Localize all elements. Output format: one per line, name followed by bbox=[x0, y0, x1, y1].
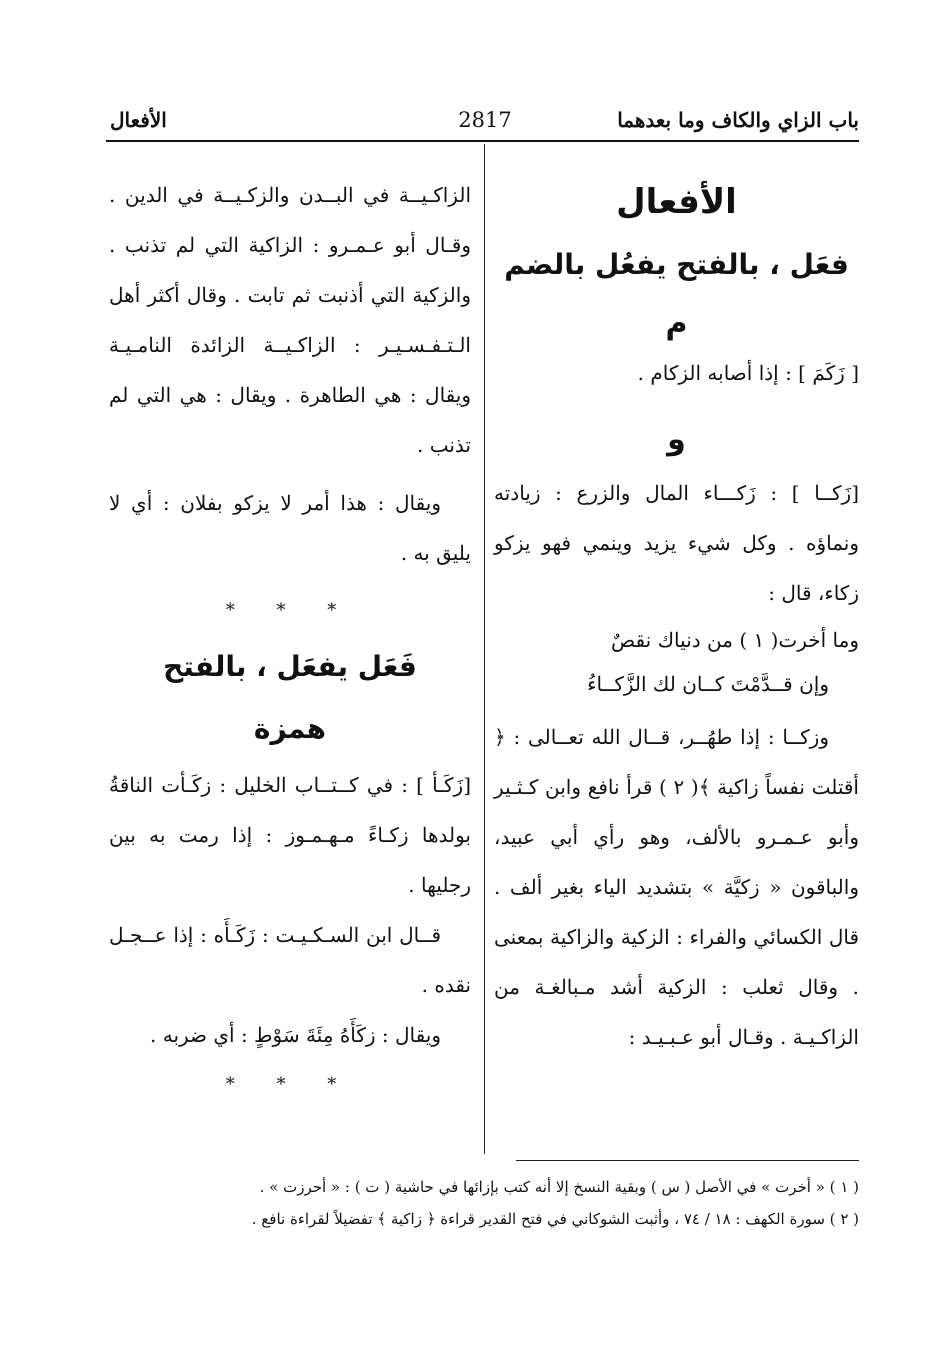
paragraph-yazku: ويقال : هذا أمر لا يزكو بفلان : أي لا يليق به . bbox=[109, 491, 471, 565]
footnote-rule bbox=[516, 1160, 859, 1161]
entry-zaka: [زَكــا ] : زَكـــاء المال والزرع : زيادته ونماؤه . وكل شيء يزيد وينمي فهو يزكو زكاء، قال : bbox=[494, 481, 859, 605]
verse-line-2: وإن قــدَّمْتَ كــان لك الزَّكــاءُ bbox=[587, 672, 829, 696]
running-head-chapter: باب الزاي والكاف وما بعدهما bbox=[617, 108, 859, 132]
section-separator-end: * * * bbox=[225, 1074, 355, 1095]
entry-zaka-purify: وزكــا : إذا طهُــر، قــال الله تعــالى : ﴿ أقتلت نفساً زاكية ﴾( ٢ ) قرأ نافع وابن كـثـير وأبو عـمـرو بالألف، وهو رأي أبي عبيد، والباقون « زكيَّة » بتشديد الياء بغير ألف . قال الكسائي والفراء : الزكية والزاكية بمعنى . وقال ثعلب : الزكية أشد مـبالغـة من الزاكـيـة . وقـال أبو عـبـيـد : bbox=[494, 725, 859, 1049]
letter-heading-mim: م bbox=[665, 306, 688, 341]
running-head-section: الأفعال bbox=[110, 108, 167, 132]
page-number: 2817 bbox=[458, 108, 512, 132]
paragraph-sawt: ويقال : زكَأَهُ مِئَةَ سَوْطٍ : أي ضربه . bbox=[150, 1023, 441, 1047]
entry-zakam: [ زَكَمَ ] : إذا أصابه الزكام . bbox=[637, 361, 859, 385]
verb-pattern-heading-fath: فَعَل يفعَل ، بالفتح bbox=[163, 650, 417, 683]
section-separator: * * * bbox=[225, 600, 355, 621]
verse-line-1: وما أخرت( ١ ) من دنياك نقصٌ bbox=[611, 628, 859, 652]
continuation-paragraph: الزاكـيــة في البــدن والزكـيــة في الدين . وقـال أبو عـمـرو : الزاكية التي لم تذنب . والزكية التي أذنبت ثم تابت . وقال أكثر أهل الـتـفـسـيـر : الزاكـيــة الزائدة النامـيـة ويقال : هي الطاهرة . ويقال : هي التي لم تذنب . bbox=[109, 183, 471, 457]
letter-heading-waw: و bbox=[667, 422, 686, 457]
section-heading: الأفعال bbox=[616, 182, 737, 222]
verb-pattern-heading: فعَل ، بالفتح يفعُل بالضم bbox=[504, 248, 849, 281]
letter-heading-hamza: همزة bbox=[253, 712, 327, 745]
left-column bbox=[109, 170, 471, 1110]
column-divider bbox=[484, 144, 485, 1154]
paragraph-ibn-sikkit: قــال ابن السـكـيـت : زَكَـأَه : إذا عــجـل نقده . bbox=[109, 923, 471, 997]
right-column bbox=[494, 170, 859, 1062]
header-rule bbox=[106, 140, 859, 142]
footnote-2: ( ٢ ) سورة الكهف : ١٨ / ٧٤ ، وأثبت الشوكاني في فتح القدير قراءة ﴿ زاكية ﴾ تفضيلاً لقراءة نافع . bbox=[251, 1210, 859, 1228]
footnote-1: ( ١ ) « أخرت » في الأصل ( س ) وبقية النسخ إلا أنه كتب بإزائها في حاشية ( ت ) : « أحرزت » . bbox=[259, 1178, 859, 1196]
entry-zaka-hamza: [زَكَـأ ] : في كــتــاب الخليل : زكَـأت الناقةُ بولدها زكـاءً مـهـمـوز : إذا رمت به بين رجليها . bbox=[109, 773, 471, 897]
